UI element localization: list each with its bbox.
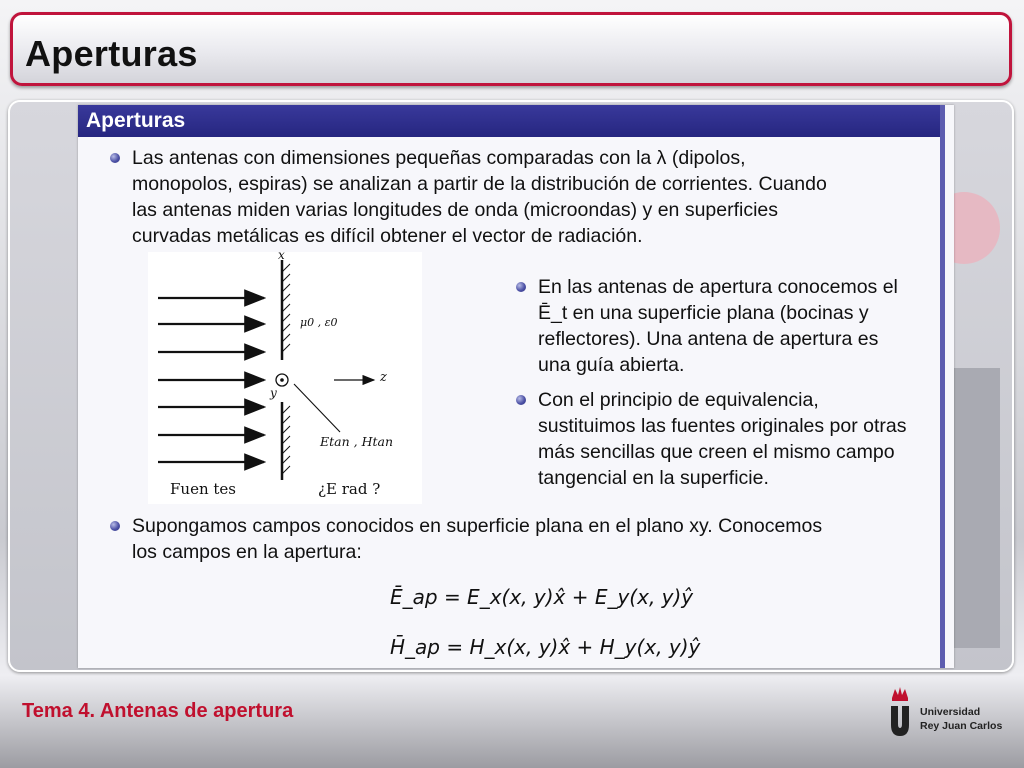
bullet-3-line: tangencial en la superficie. [538, 467, 769, 489]
medium-label: μ0 , ε0 [300, 316, 338, 329]
bullet-2-text [538, 274, 948, 378]
field-label: Etan , Htan [320, 434, 393, 449]
equation-h-aperture: H̄_ap = H_x(x, y)x̂ + H_y(x, y)ŷ [390, 635, 701, 659]
bullet-icon [516, 282, 526, 292]
aperture-diagram [148, 248, 422, 504]
bullet-2-line: En las antenas de apertura conocemos el [538, 276, 898, 298]
equation-e-aperture: Ē_ap = E_x(x, y)x̂ + E_y(x, y)ŷ [390, 585, 694, 609]
course-footer: Tema 4. Antenas de apertura [22, 700, 294, 722]
conducting-screen [282, 260, 290, 480]
slide-header [78, 105, 944, 137]
logo-line-1: Universidad [920, 706, 981, 718]
bullet-1-text [132, 145, 932, 249]
bullet-4-line: los campos en la apertura: [132, 541, 362, 563]
axis-y-label: y [270, 386, 277, 400]
bullet-2-line: reflectores). Una antena de apertura es [538, 328, 879, 350]
bullet-4-line: Supongamos campos conocidos en superficie plana en el plano xy. Conocemos [132, 515, 823, 537]
axis-z-label: z [380, 370, 387, 385]
title-bar [10, 12, 1012, 86]
bullet-2-line: Ē_t en una superficie plana (bocinas y [538, 302, 869, 324]
bullet-2-line: una guía abierta. [538, 354, 685, 376]
logo-line-2: Rey Juan Carlos [920, 720, 1003, 732]
slide-image [78, 105, 954, 668]
sources-label: Fuen tes [170, 480, 236, 498]
y-axis-symbol [276, 374, 288, 386]
university-logo [886, 684, 1006, 754]
bullet-3-text [538, 387, 948, 491]
bullet-4-text [132, 513, 932, 565]
bullet-1-line: las antenas miden varias longitudes de onda (microondas) y en superficies [132, 199, 779, 221]
field-leader-line [294, 384, 340, 432]
radiated-field-question: ¿E rad ? [318, 480, 381, 498]
bullet-3-line: Con el principio de equivalencia, [538, 389, 819, 411]
bullet-1-line: Las antenas con dimensiones pequeñas comparadas con la λ (dipolos, [132, 147, 746, 169]
university-logo-icon [886, 684, 1006, 754]
bullet-1-line: curvadas metálicas es difícil obtener el vector de radiación. [132, 225, 643, 247]
slide-header-title: Aperturas [86, 109, 186, 132]
bullet-1-line: monopolos, espiras) se analizan a partir de la distribución de corrientes. Cuando [132, 173, 827, 195]
bullet-3-line: más sencillas que creen el mismo campo [538, 441, 895, 463]
bullet-icon [516, 395, 526, 405]
axis-x-label: x [278, 248, 285, 262]
bullet-icon [110, 153, 120, 163]
bullet-3-line: sustituimos las fuentes originales por otras [538, 415, 907, 437]
incident-wave-arrows [158, 298, 264, 462]
bullet-icon [110, 521, 120, 531]
page-title: Aperturas [25, 33, 198, 74]
